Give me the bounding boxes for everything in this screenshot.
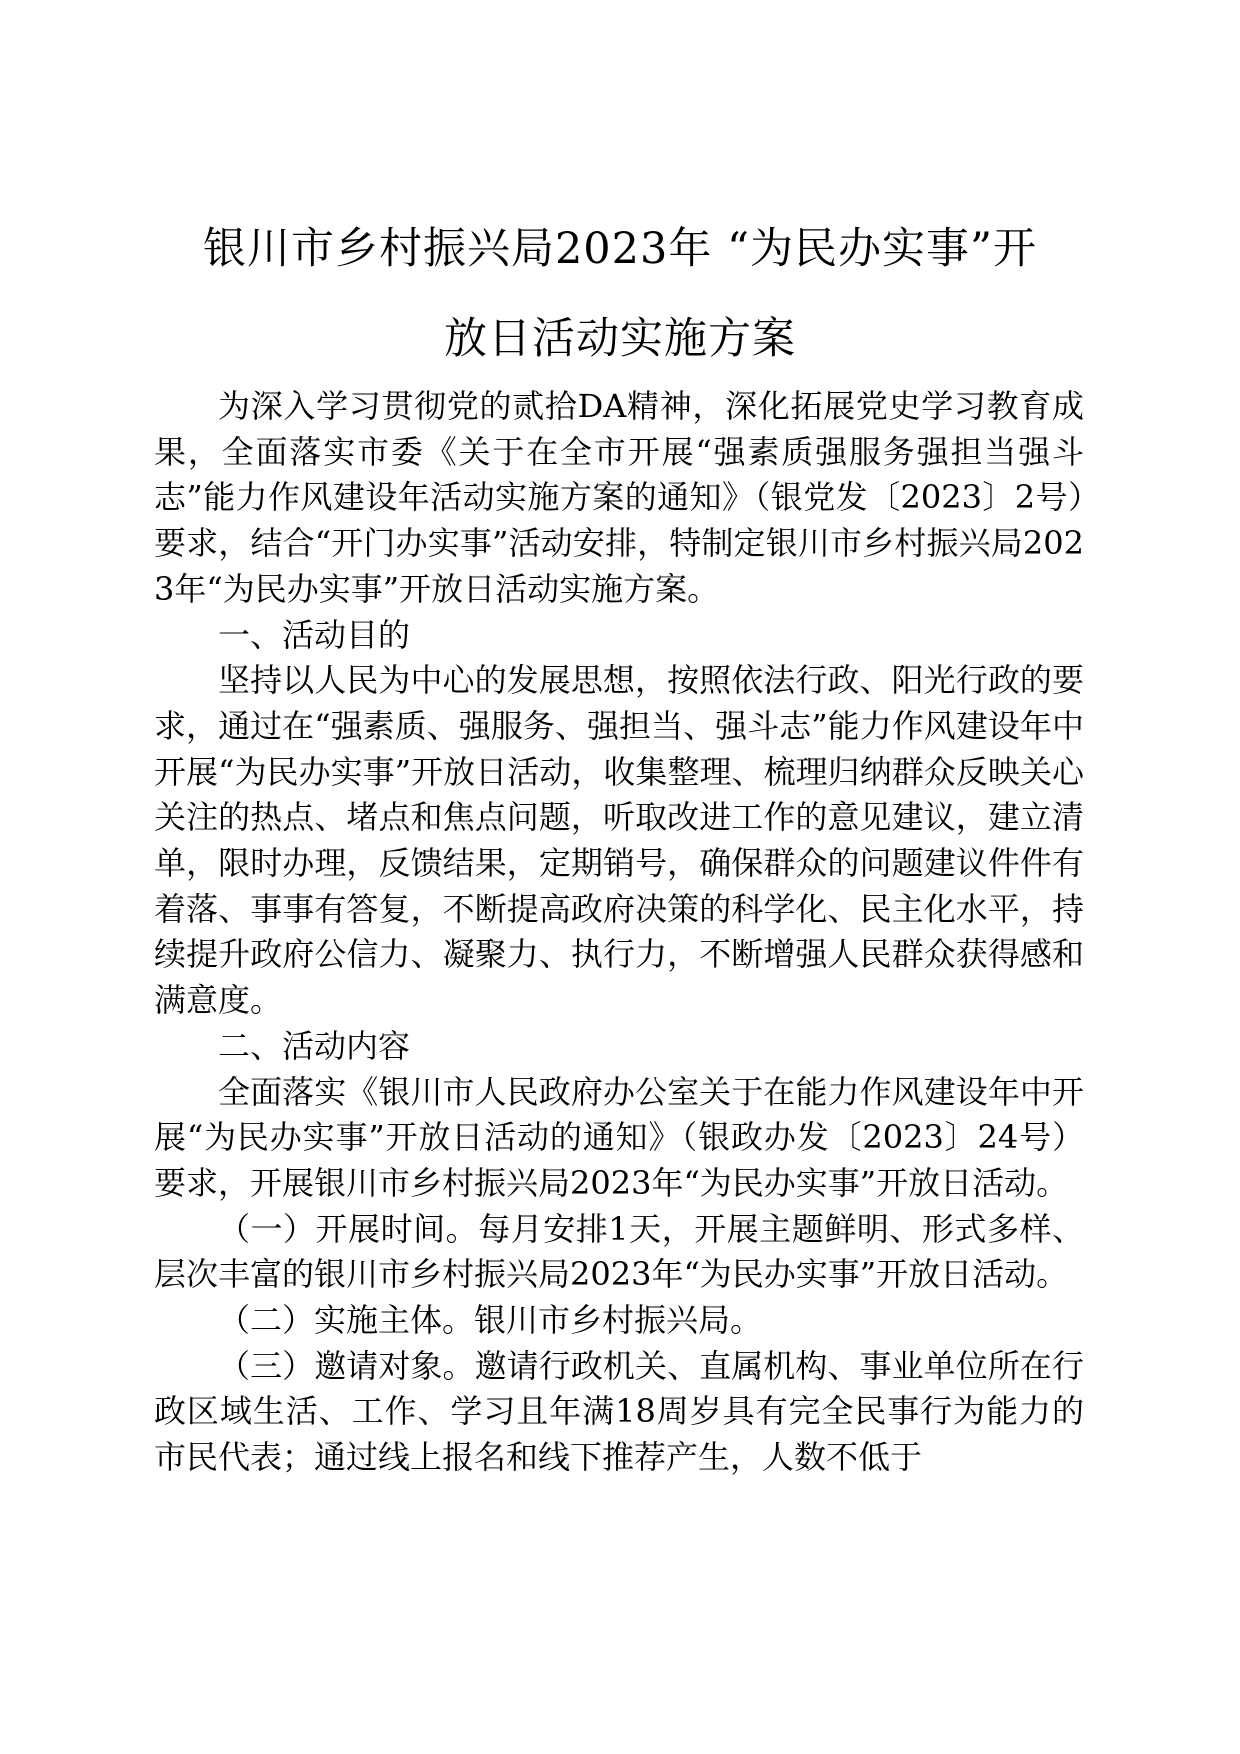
item-time-paragraph: （一）开展时间。每月安排1天，开展主题鲜明、形式多样、层次丰富的银川市乡村振兴局2023年“为民办实事”开放日活动。 — [154, 1209, 1084, 1294]
item-subject-paragraph: （二）实施主体。银川市乡村振兴局。 — [218, 1301, 763, 1340]
purpose-paragraph: 坚持以人民为中心的发展思想，按照依法行政、阳光行政的要求，通过在“强素质、强服务、强担当、强斗志”能力作风建设年中开展“为民办实事”开放日活动，收集整理、梳理归纳群众反映关心关注的热点、堵点和焦点问题，听取改进工作的意见建议，建立清单，限时办理，反馈结果，定期销号，确保群众的问题建议件件有着落、事事有答复，不断提高政府决策的科学化、民主化水平，持续提升政府公信力、凝聚力、执行力，不断增强人民群众获得感和满意度。 — [154, 661, 1084, 1020]
item-invitees-paragraph: （三）邀请对象。邀请行政机关、直属机构、事业单位所在行政区域生活、工作、学习且年满18周岁具有完全民事行为能力的市民代表；通过线上报名和线下推荐产生，人数不低于 — [154, 1346, 1084, 1477]
document-title-line-2: 放日活动实施方案 — [444, 314, 796, 364]
intro-paragraph: 为深入学习贯彻党的贰拾DA精神，深化拓展党史学习教育成果，全面落实市委《关于在全市开展“强素质强服务强担当强斗志”能力作风建设年活动实施方案的通知》（银党发〔2023〕2号）要求，结合“开门办实事”活动安排，特制定银川市乡村振兴局2023年“为民办实事”开放日活动实施方案。 — [154, 387, 1084, 608]
document-body — [154, 384, 1084, 1481]
section-heading-content: 二、活动内容 — [218, 1026, 411, 1065]
section-heading-purpose: 一、活动目的 — [218, 615, 411, 654]
content-paragraph: 全面落实《银川市人民政府办公室关于在能力作风建设年中开展“为民办实事”开放日活动的通知》（银政办发〔2023〕24号）要求，开展银川市乡村振兴局2023年“为民办实事”开放日活动。 — [154, 1072, 1084, 1202]
document-title-line-1: 银川市乡村振兴局2023年 “为民办实事”开 — [202, 224, 1038, 274]
